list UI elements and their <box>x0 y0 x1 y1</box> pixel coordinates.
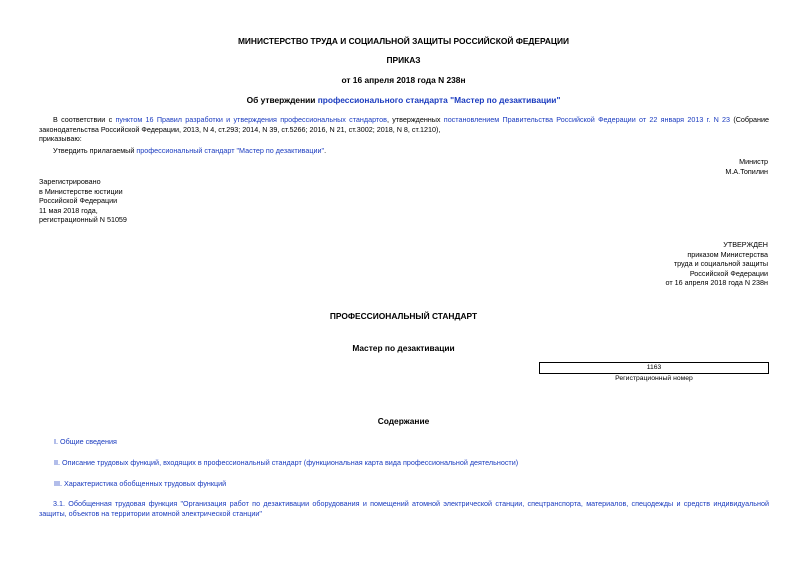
approved-line: от 16 апреля 2018 года N 238н <box>665 278 768 287</box>
government-decree-link[interactable]: постановлением Правительства Российской Федерации от 22 января 2013 г. N 23 <box>443 115 731 124</box>
standard-name: Мастер по дезактивации <box>352 343 455 353</box>
toc-item-functions[interactable]: II. Описание трудовых функций, входящих в профессиональный стандарт (функциональная карта вида профессиональной деятельности) <box>54 458 519 467</box>
approved-line: труда и социальной защиты <box>673 259 768 268</box>
registration-line: Зарегистрировано <box>39 177 101 186</box>
ministry-heading: МИНИСТЕРСТВО ТРУДА И СОЦИАЛЬНОЙ ЗАЩИТЫ РОССИЙСКОЙ ФЕДЕРАЦИИ <box>237 36 570 46</box>
signature-position: Министр <box>739 157 768 166</box>
registration-number-label: Регистрационный номер <box>615 375 693 382</box>
registration-line: в Министерстве юстиции <box>39 186 123 196</box>
preamble-text-1: В соответствии с <box>53 115 116 124</box>
signature-name: М.А.Топилин <box>725 166 768 176</box>
contents-heading: Содержание <box>377 416 430 426</box>
preamble-text-3: (Собрание законодательства Российской Федерации, 2013, N 4, ст.293; 2014, N 39, ст.5266; 2016, N 21, ст.3002; 2018, N 8, ст.1210), <box>39 115 770 134</box>
order-heading: ПРИКАЗ <box>386 55 421 65</box>
toc-item-3-1[interactable]: 3.1. Обобщенная трудовая функция "Организация работ по дезактивации оборудования и помещений атомной электрической станции, спецтранспорта, материалов, спецодежды и средств индивидуальной защиты, объектов на территории атомной электрической станции" <box>39 499 769 518</box>
approved-line: Российской Федерации <box>689 268 768 278</box>
preamble-text-2: , утвержденных <box>386 115 444 124</box>
approve-paragraph <box>39 146 783 156</box>
standard-title: ПРОФЕССИОНАЛЬНЫЙ СТАНДАРТ <box>329 311 478 321</box>
approved-line: УТВЕРЖДЕН <box>723 240 768 249</box>
rules-link[interactable]: пунктом 16 Правил разработки и утверждения профессиональных стандартов <box>115 115 387 124</box>
standard-link-heading[interactable]: профессионального стандарта "Мастер по дезактивации" <box>317 95 561 105</box>
toc-item-characteristics[interactable]: III. Характеристика обобщенных трудовых функций <box>54 479 227 488</box>
registration-line: 11 мая 2018 года, <box>39 205 98 215</box>
preamble-paragraph <box>39 115 769 144</box>
approve-text-2: . <box>324 146 327 155</box>
order-subject <box>0 95 807 106</box>
order-date: от 16 апреля 2018 года N 238н <box>341 75 466 85</box>
order-subject-prefix: Об утверждении <box>246 95 318 105</box>
standard-link-approve[interactable]: профессиональный стандарт "Мастер по дезактивации" <box>136 146 325 155</box>
approved-block <box>666 240 768 288</box>
approved-line: приказом Министерства <box>687 249 768 259</box>
toc-item-3-1-container <box>39 499 769 518</box>
registration-block <box>39 177 127 225</box>
toc-item-general[interactable]: I. Общие сведения <box>54 437 117 446</box>
registration-number-box: 1163 <box>539 362 769 374</box>
registration-line: регистрационный N 51059 <box>39 215 127 224</box>
preamble-order-word: приказываю: <box>39 134 82 143</box>
registration-line: Российской Федерации <box>39 196 118 205</box>
approve-text-1: Утвердить прилагаемый <box>53 146 137 155</box>
signature-block <box>725 157 768 176</box>
